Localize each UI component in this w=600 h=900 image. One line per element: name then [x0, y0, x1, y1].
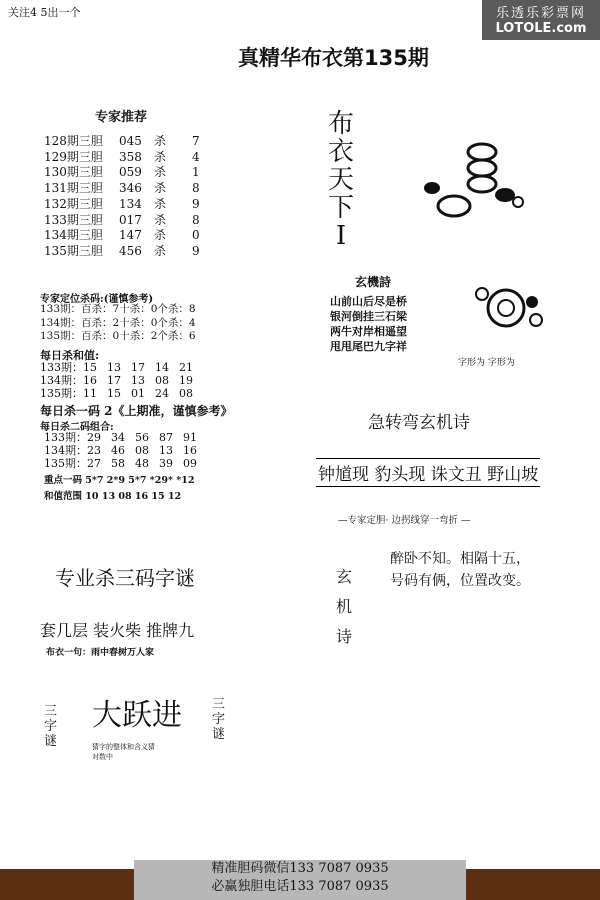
sum-row: 134期：16 17 13 08 19: [40, 374, 193, 387]
xuanji-label: 玄机诗: [335, 567, 352, 646]
riddle-note-2: 对数中: [92, 753, 113, 761]
brand-cn: 乐透乐彩票网: [495, 6, 586, 21]
daily-one-code: 每日杀一码 2《上期准，谨慎参考》: [40, 404, 233, 418]
sanzi-right: 三字谜: [212, 697, 226, 742]
daily-sum-heading: 每日杀和值:: [40, 349, 100, 362]
riddle-big-word: 大跃进: [92, 698, 182, 733]
pick-row: 134期三胆 147 杀 0: [44, 228, 200, 243]
zixing-note: 字形为 字形为: [458, 358, 515, 368]
buyi-tianxia: 布衣天下Ⅰ: [327, 109, 354, 251]
daily-sum-list: [40, 361, 203, 400]
pick-row: 135期三胆 456 杀 9: [44, 243, 200, 258]
poem-lines: [330, 294, 407, 354]
poem-line: 两牛对岸相遥望: [330, 325, 407, 338]
sum-row: 135期：11 15 01 24 08: [40, 387, 193, 400]
coin-doodle: [470, 280, 550, 340]
sanzi-left: 三字谜: [44, 704, 58, 749]
two-code-row: 134期：23 46 08 13 16: [44, 444, 197, 457]
page-title: 真精华布衣第135期: [238, 46, 429, 70]
riddle-note-1: 猜字的整体和含义猜: [92, 743, 155, 751]
riddle-poem-heading: 急转弯玄机诗: [368, 413, 470, 433]
sum-row: 133期：15 13 17 14 21: [40, 361, 193, 374]
kill-row: 135期：百杀：0十杀：2个杀：6: [40, 330, 196, 342]
pick-row: 129期三胆 358 杀 4: [44, 149, 200, 164]
pick-row: 133期三胆 017 杀 8: [44, 212, 200, 227]
pick-row: 131期三胆 346 杀 8: [44, 181, 200, 196]
follow-note: 关注4 5出一个: [8, 6, 81, 19]
position-kill-list: [40, 303, 196, 344]
clue-banner: 钟馗现 豹头现 诛文丑 野山坡: [316, 458, 540, 487]
kill-row: 134期：百杀：2十杀：0个杀：4: [40, 316, 196, 329]
xuanji-line: 号码有俩，位置改变。: [390, 573, 530, 589]
expert-picks-list: [44, 134, 200, 260]
brand-en: LOTOLE.com: [495, 21, 587, 36]
expert-heading: 专家推荐: [95, 110, 148, 125]
focus-one-code: 重点一码 5*7 2*9 5*7 *29* *12: [44, 475, 195, 486]
two-code-heading: 每日杀二码组合:: [40, 422, 114, 433]
riddle-words: 套几层 装火柴 推牌九: [40, 621, 195, 640]
two-code-row: 135期：27 58 48 39 09: [44, 457, 197, 470]
brand-watermark: [482, 0, 600, 40]
poem-line: 甩甩尾巴九字祥: [330, 340, 407, 353]
contact-wechat: 精准胆码微信133 7087 0935: [211, 861, 389, 876]
position-kill-heading: 专家定位杀码:(谨慎参考): [40, 294, 154, 305]
poem-line: 银河倒挂三石梁: [330, 310, 407, 323]
circle-doodle: [410, 140, 530, 230]
pick-row: 132期三胆 134 杀 9: [44, 196, 200, 211]
poem-heading: 玄機詩: [355, 275, 392, 289]
expert-line: —专家定胆· 边拐线穿一弯折 —: [338, 515, 471, 526]
xuanji-text: [390, 548, 530, 592]
xuanji-line: 醉卧不知。相隔十五，: [390, 551, 530, 567]
sum-range: 和值范围 10 13 08 16 15 12: [44, 491, 182, 502]
pick-row: 130期三胆 059 杀 1: [44, 165, 200, 180]
two-code-row: 133期：29 34 56 87 91: [44, 431, 197, 444]
kill-row: 133期：百杀：7十杀：0个杀：8: [40, 303, 196, 315]
buyi-sentence: 布衣一句：雨中春树万人家: [46, 648, 155, 658]
contact-box: [134, 860, 466, 900]
pick-row: 128期三胆 045 杀 7: [44, 134, 200, 148]
contact-phone: 必赢独胆电话133 7087 0935: [211, 879, 389, 894]
riddle-title: 专业杀三码字谜: [55, 566, 195, 590]
two-code-list: [44, 431, 207, 470]
poem-line: 山前山后尽是桥: [330, 295, 407, 308]
